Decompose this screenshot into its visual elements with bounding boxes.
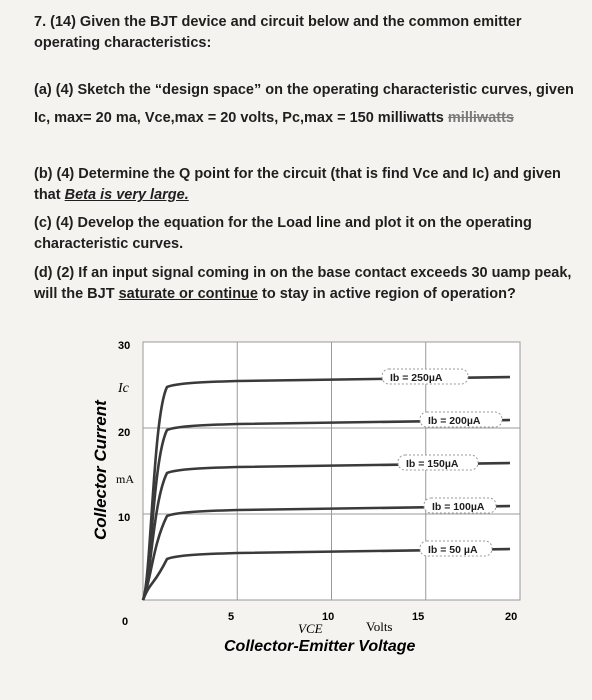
curve-label-ib: Ib = 250µA	[390, 372, 443, 384]
x-tick-0: 0	[122, 616, 129, 628]
x-tick-5: 5	[228, 611, 235, 623]
part-b-emphasis: Beta is very large.	[64, 187, 189, 203]
header-line-2: operating characteristics:	[34, 35, 212, 51]
part-c-line-2: characteristic curves.	[34, 236, 184, 252]
part-d-line-2-prefix: will the BJT	[34, 286, 119, 302]
y-tick-10: 10	[118, 512, 131, 524]
part-b-line-1: (b) (4) Determine the Q point for the circuit (that is find Vce and Ic) and given	[34, 166, 561, 182]
curve-label-ib: Ib = 200µA	[428, 415, 481, 427]
x-axis-title: Collector-Emitter Voltage	[224, 638, 416, 655]
part-c-line-1: (c) (4) Develop the equation for the Load line and plot it on the operating	[34, 215, 532, 231]
header-line-1: 7. (14) Given the BJT device and circuit below and the common emitter	[34, 14, 522, 30]
part-d-emphasis: saturate or continue	[118, 286, 258, 302]
x-tick-10: 10	[322, 611, 335, 623]
x-axis-symbol: VCE	[298, 621, 323, 636]
x-tick-15: 15	[412, 611, 425, 623]
y-axis-symbol: Ic	[118, 381, 129, 396]
part-d-line-1: (d) (2) If an input signal coming in on the base contact exceeds 30 uamp peak,	[34, 265, 572, 281]
curve-label-ib: Ib = 100µA	[432, 501, 485, 513]
x-tick-20: 20	[505, 611, 518, 623]
part-a-line-1: (a) (4) Sketch the “design space” on the operating characteristic curves, given	[34, 82, 574, 98]
curve-label-ib: Ib = 50 µA	[428, 544, 478, 556]
part-a-strikethrough: milliwatts	[447, 110, 514, 126]
y-axis-title: Collector Current	[91, 400, 110, 540]
y-tick-30: 30	[118, 340, 131, 352]
part-b-line-2-prefix: that	[34, 187, 65, 203]
curve-label-ib: Ib = 150µA	[406, 458, 459, 470]
x-axis-unit: Volts	[366, 619, 393, 634]
part-a-line-2: Ic, max= 20 ma, Vce,max = 20 volts, Pc,max = 150 milliwatts	[34, 110, 444, 126]
y-axis-unit: mA	[116, 472, 134, 486]
part-d-line-2-suffix: to stay in active region of operation?	[257, 286, 516, 302]
y-tick-20: 20	[118, 427, 131, 439]
